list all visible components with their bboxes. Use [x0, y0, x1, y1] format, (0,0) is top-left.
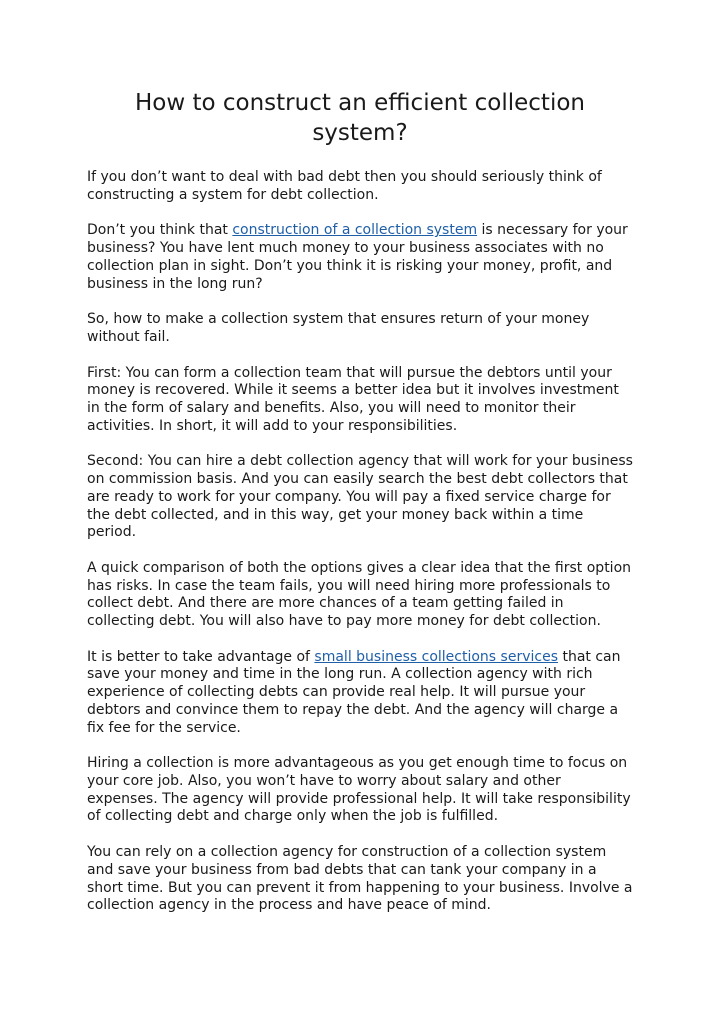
paragraph-2-before: Don’t you think that [87, 222, 233, 239]
page-title: How to construct an efficient collection system? [134, 90, 585, 146]
construction-collection-system-link[interactable]: construction of a collection system [232, 222, 478, 239]
paragraph-7 [87, 649, 633, 738]
paragraph-7-after: that can save your money and time in the long run. A collection agency with rich experience of collecting debts can provide real help. It will pursue your debtors and convince them to repay the debt. And the agency will charge a fix fee for the service. [87, 648, 621, 736]
paragraph-3: So, how to make a collection system that ensures return of your money without fail. [87, 311, 590, 345]
paragraph-2-after: is necessary for your business? You have lent much money to your business associates with no collection plan in sight. Don’t you think it is risking your money, profit, and business in the long run? [87, 222, 628, 292]
paragraph-7-before: It is better to take advantage of [87, 648, 315, 665]
paragraph-5: Second: You can hire a debt collection agency that will work for your business on commission basis. And you can easily search the best debt collectors that are ready to work for your company. You will pay a fixed service charge for the debt collected, and in this way, get your money back within a time period. [87, 453, 633, 541]
paragraph-9: You can rely on a collection agency for construction of a collection system and save your business from bad debts that can tank your company in a short time. But you can prevent it from happening to your business. Involve a collection agency in the process and have peace of mind. [87, 844, 633, 914]
paragraph-4: First: You can form a collection team that will pursue the debtors until your money is recovered. While it seems a better idea but it involves investment in the form of salary and benefits. Also, you will need to monitor their activities. In short, it will add to your responsibilities. [87, 364, 619, 434]
paragraph-2 [87, 222, 633, 293]
paragraph-8: Hiring a collection is more advantageous as you get enough time to focus on your core job. Also, you won’t have to worry about salary and other expenses. The agency will provide professional help. It will take responsibility of collecting debt and charge only when the job is fulfilled. [87, 755, 631, 825]
paragraph-1: If you don’t want to deal with bad debt then you should seriously think of constructing a system for debt collection. [87, 169, 602, 203]
small-business-collections-link[interactable]: small business collections services [314, 648, 558, 665]
paragraph-6: A quick comparison of both the options gives a clear idea that the first option has risks. In case the team fails, you will need hiring more professionals to collect debt. And there are more chances of a team getting failed in collecting debt. You will also have to pay more money for debt collection. [87, 559, 632, 630]
